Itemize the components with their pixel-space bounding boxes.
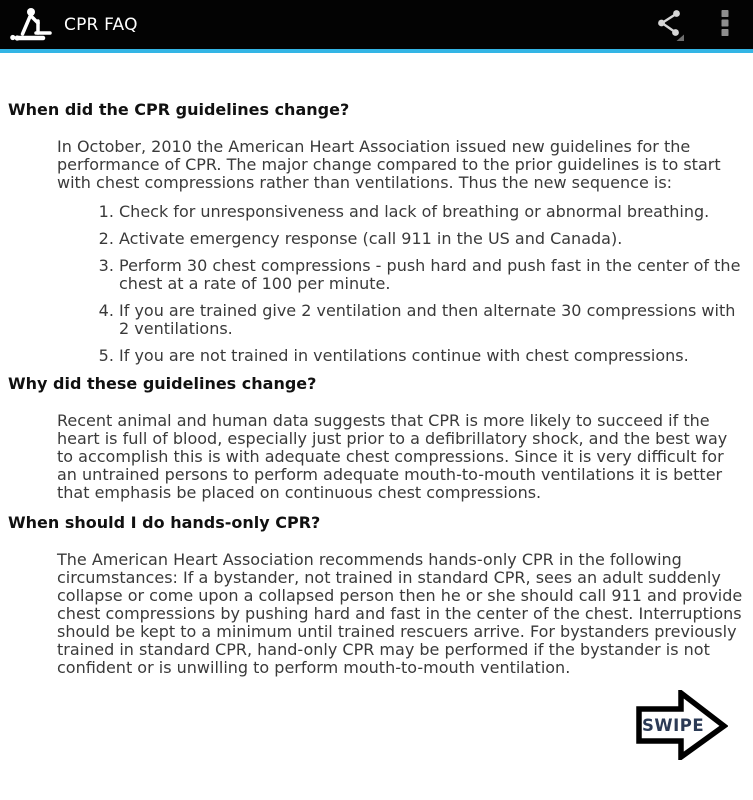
cpr-steps-list: [57, 203, 745, 365]
cpr-rescue-icon: [9, 6, 53, 44]
faq-content: [0, 53, 753, 760]
action-bar: [0, 0, 753, 49]
faq-answer: [57, 138, 745, 365]
app-home-button[interactable]: [9, 0, 138, 49]
faq-paragraph: Recent animal and human data suggests that CPR is more likely to succeed if the heart is full of blood, especially just prior to a defibrillatory shock, and the best way to accomplish this is with adequate chest compressions. Since it is very difficult for an untrained persons to perform adequate mouth-to-mouth ventilations it is better that emphasis be placed on continuous chest compressions.: [57, 411, 728, 502]
overflow-menu-icon: [721, 10, 729, 39]
share-icon: [653, 4, 685, 45]
faq-paragraph: In October, 2010 the American Heart Association issued new guidelines for the performance of CPR. The major change compared to the prior guidelines is to start with chest compressions rather than ventilations. Thus the new sequence is:: [57, 137, 721, 192]
faq-section: [8, 374, 745, 502]
list-item: 2. Activate emergency response (call 911 in the US and Canada).: [119, 230, 745, 248]
list-item: 3. Perform 30 chest compressions - push hard and push fast in the center of the chest at a rate of 100 per minute.: [119, 257, 745, 293]
faq-section: [8, 100, 745, 365]
faq-answer: [57, 412, 745, 502]
swipe-hint-row: [8, 688, 745, 760]
faq-question: Why did these guidelines change?: [8, 374, 317, 393]
share-expand-triangle-icon: [677, 35, 685, 42]
action-bar-actions: [647, 0, 743, 49]
faq-paragraph: The American Heart Association recommends hands-only CPR in the following circumstances: If a bystander, not trained in standard CPR, sees an adult suddenly collapse or come upon a collapsed person then he or she should call 911 and provide chest compressions by pushing hard and fast in the center of the chest. Interruptions should be kept to a minimum until trained rescuers arrive. For bystanders previously trained in standard CPR, hand-only CPR may be performed if the bystander is not confident or is unwilling to perform mouth-to-mouth ventilation.: [57, 550, 743, 677]
faq-answer: [57, 551, 745, 677]
list-item: 5. If you are not trained in ventilations continue with chest compressions.: [119, 347, 745, 365]
faq-section: [8, 513, 745, 677]
swipe-label: SWIPE: [642, 716, 705, 735]
share-button[interactable]: [647, 0, 691, 49]
list-item: 1. Check for unresponsiveness and lack of breathing or abnormal breathing.: [119, 203, 745, 221]
faq-question: When should I do hands-only CPR?: [8, 513, 321, 532]
list-item: 4. If you are trained give 2 ventilation and then alternate 30 compressions with 2 ventilations.: [119, 302, 745, 338]
overflow-menu-button[interactable]: [707, 0, 743, 49]
app-title: CPR FAQ: [64, 14, 138, 35]
swipe-arrow-icon[interactable]: [635, 690, 728, 760]
faq-question: When did the CPR guidelines change?: [8, 100, 350, 119]
